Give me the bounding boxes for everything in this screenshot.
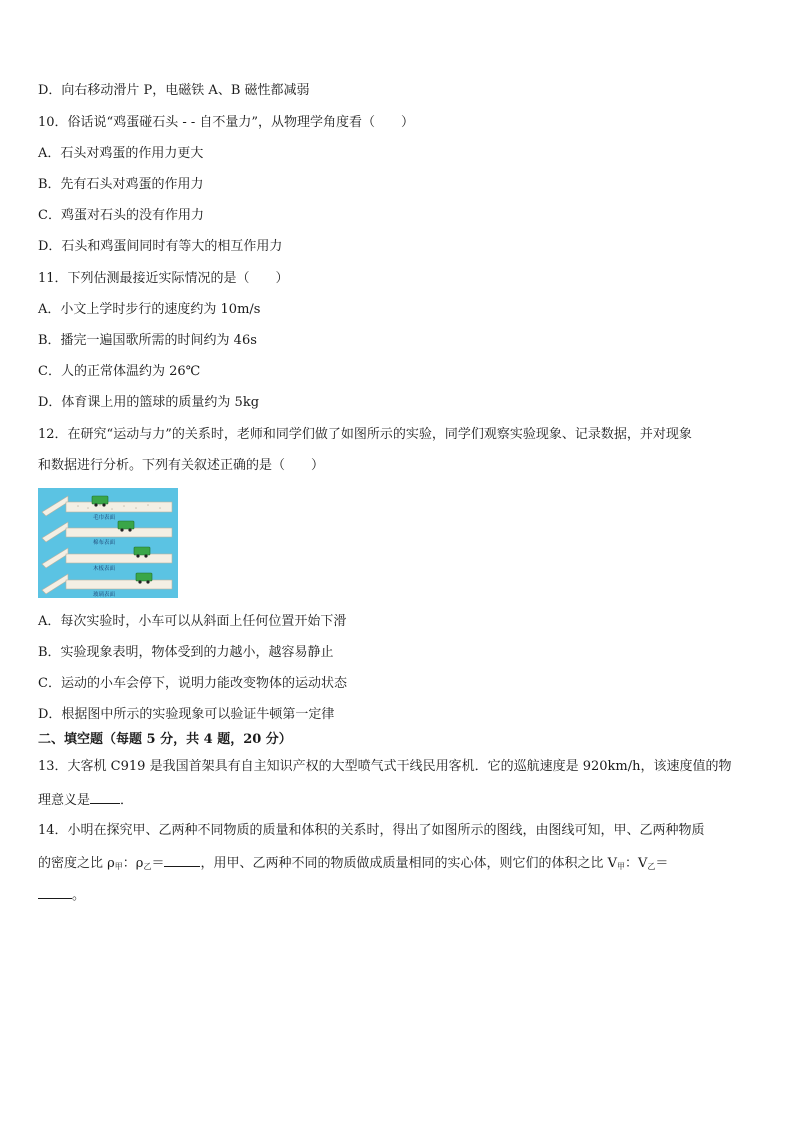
q13-stem-line1: 13．大客机 C919 是我国首架具有自主知识产权的大型喷气式干线民用客机．它的巡航速度是 920km/h，该速度值的物 [38, 759, 732, 774]
q14-text-d: ，用甲、乙两种不同的物质做成质量相同的实心体，则它们的体积之比 V [200, 856, 617, 871]
q14-text-b: ：ρ [122, 856, 144, 871]
q11-option-d: D．体育课上用的篮球的质量约为 5kg [38, 395, 260, 410]
q9-option-d: D．向右移动滑片 P，电磁铁 A、B 磁性都减弱 [38, 83, 310, 98]
q12-stem-line2: 和数据进行分析。下列有关叙述正确的是（ ） [38, 458, 325, 473]
q11-option-b: B．播完一遍国歌所需的时间约为 46s [38, 333, 257, 348]
surface-label-towel: 毛巾表面 [93, 515, 116, 521]
incline-experiment-svg [38, 488, 178, 598]
q11-stem: 11．下列估测最接近实际情况的是（ ） [38, 271, 289, 286]
subscript-jia: 甲 [616, 862, 625, 871]
q12-option-b: B．实验现象表明，物体受到的力越小，越容易静止 [38, 645, 334, 660]
subscript-jia: 甲 [114, 862, 123, 871]
q14-stem-line2 [38, 853, 668, 876]
q10-stem: 10．俗话说“鸡蛋碰石头 - - 自不量力”，从物理学角度看（ ） [38, 115, 415, 130]
q10-option-c: C．鸡蛋对石头的没有作用力 [38, 208, 204, 223]
surface-label-wood: 木板表面 [93, 566, 116, 572]
q10-option-b: B．先有石头对鸡蛋的作用力 [38, 177, 204, 192]
surface-label-cotton: 棉布表面 [93, 540, 116, 546]
answer-blank [164, 853, 200, 867]
q11-option-a: A．小文上学时步行的速度约为 10m/s [38, 302, 261, 317]
q10-option-a: A．石头对鸡蛋的作用力更大 [38, 146, 204, 161]
q14-stem-line1: 14．小明在探究甲、乙两种不同物质的质量和体积的关系时，得出了如图所示的图线，由图线可知，甲、乙两种物质 [38, 823, 705, 838]
incline-experiment-figure [38, 488, 178, 598]
q12-option-d: D．根据图中所示的实验现象可以验证牛顿第一定律 [38, 707, 335, 722]
section-heading-fill-in: 二、填空题（每题 5 分，共 4 题，20 分） [38, 732, 292, 747]
cart-icon [92, 496, 108, 504]
q12-option-c: C．运动的小车会停下，说明力能改变物体的运动状态 [38, 676, 347, 691]
cart-icon [136, 573, 152, 581]
cart-icon [118, 521, 134, 529]
q12-option-a: A．每次实验时，小车可以从斜面上任何位置开始下滑 [38, 614, 347, 629]
answer-blank [38, 885, 72, 899]
q14-text-f: ＝ [655, 856, 669, 871]
q14-end: 。 [72, 888, 86, 903]
q10-option-d: D．石头和鸡蛋间同时有等大的相互作用力 [38, 239, 283, 254]
q14-stem-line3 [38, 885, 85, 905]
subscript-yi: 乙 [143, 862, 152, 871]
q14-text-a: 的密度之比 ρ [38, 856, 115, 871]
subscript-yi: 乙 [647, 862, 656, 871]
q14-text-e: ：V [624, 856, 648, 871]
q14-text-c: ＝ [151, 856, 165, 871]
cart-icon [134, 547, 150, 555]
surface-label-glass: 玻璃表面 [93, 592, 116, 598]
q13-text: 理意义是 [38, 793, 91, 808]
q12-stem-line1: 12．在研究“运动与力”的关系时，老师和同学们做了如图所示的实验，同学们观察实验现象、记录数据，并对现象 [38, 427, 692, 442]
answer-blank [90, 790, 120, 804]
q13-stem-line2 [38, 790, 133, 810]
q11-option-c: C．人的正常体温约为 26℃ [38, 364, 201, 379]
q13-period: ． [120, 793, 134, 808]
